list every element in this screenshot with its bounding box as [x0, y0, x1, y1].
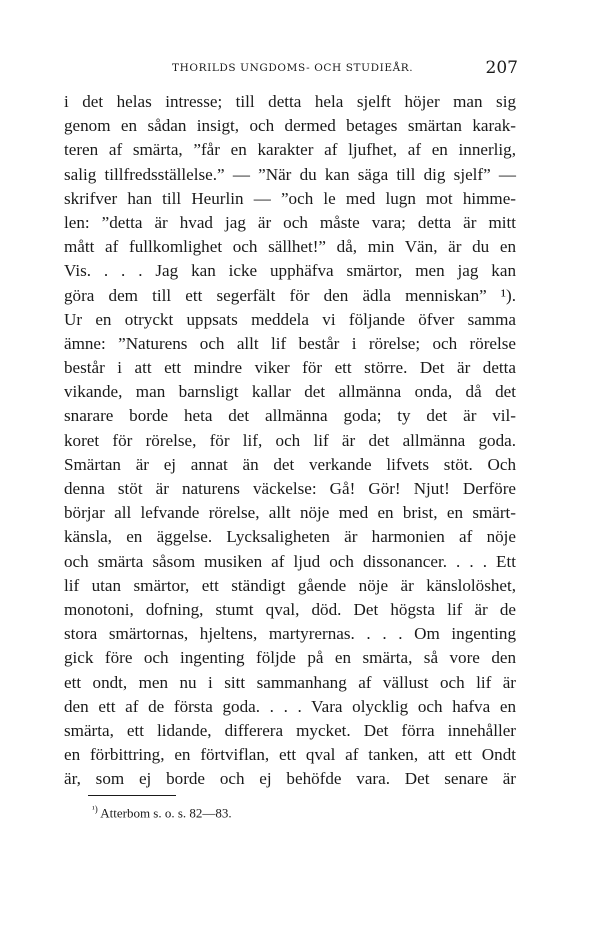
footnote: [92, 804, 232, 821]
text-line: koret för rörelse, för lif, och lif är det allmänna goda.: [64, 430, 516, 450]
text-line: är, som ej borde och ej behöfde vara. Det senare är: [64, 769, 516, 789]
text-line: teren af smärta, ”får en karakter af ljufhet, af en innerlig,: [64, 140, 516, 160]
page-number: 207: [485, 58, 518, 78]
text-line: stora smärtornas, hjeltens, martyrernas. . . . Om ingenting: [64, 624, 516, 644]
text-line: och smärta såsom musiken af ljud och dissonancer. . . . Ett: [64, 551, 516, 571]
running-header: [60, 58, 520, 80]
text-line: känsla, en äggelse. Lycksaligheten är harmonien af nöje: [64, 527, 516, 547]
text-line: en förbittring, en förtviflan, ett qval af tanken, att ett Ondt: [64, 745, 516, 765]
text-line: mått af fullkomlighet och sällhet!” då, min Vän, är du en: [64, 237, 516, 257]
text-line: ett ondt, men nu i sitt sammanhang af vällust och lif är: [64, 672, 516, 692]
footnote-text: Atterbom s. o. s. 82—83.: [97, 805, 232, 821]
running-title: THORILDS UNGDOMS- OCH STUDIEÅR.: [172, 62, 414, 74]
text-line: i det helas intresse; till detta hela sjelft höjer man sig: [64, 92, 516, 111]
text-line: genom en sådan insigt, och dermed betages smärtan karak-: [64, 116, 516, 136]
text-line: Ur en otryckt uppsats meddela vi följande öfver samma: [64, 309, 516, 329]
text-line: snarare borde heta det allmänna goda; ty det är vil-: [64, 406, 516, 426]
text-line: vikande, man barnsligt kallar det allmänna onda, då det: [64, 382, 516, 402]
body-text: [64, 90, 516, 791]
text-line: den ett af de första goda. . . . Vara olycklig och hafva en: [64, 696, 516, 716]
text-line: smärta, ett lidande, differera mycket. Det förra innehåller: [64, 720, 516, 740]
text-line: Vis. . . . Jag kan icke upphäfva smärtor, men jag kan: [64, 261, 516, 281]
text-line: denna stöt är naturens väckelse: Gå! Gör! Njut! Derföre: [64, 479, 516, 498]
text-line: ämne: ”Naturens och allt lif består i rörelse; och rörelse: [64, 333, 516, 353]
text-line: len: ”detta är hvad jag är och måste vara; detta är mitt: [64, 212, 516, 232]
text-line: salig tillfredsställelse.” — ”När du kan säga till dig sjelf” —: [64, 164, 516, 184]
footnote-rule: [88, 795, 176, 796]
text-line: monotoni, dofning, stumt qval, död. Det högsta lif är de: [64, 599, 516, 619]
text-line: består i att ett mindre viker för ett större. Det är detta: [64, 358, 516, 378]
text-line: göra dem till ett segerfält för den ädla menniskan” ¹).: [64, 285, 516, 305]
text-line: gick före och ingenting följde på en smärta, så vore den: [64, 648, 516, 668]
text-line: Smärtan är ej annat än det verkande lifvets stöt. Och: [64, 454, 516, 474]
footnote-marker: ¹): [92, 804, 98, 814]
text-line: börjar all lefvande rörelse, allt nöje med en brist, en smärt-: [64, 503, 516, 523]
text-line: skrifver han till Heurlin — ”och le med lugn mot himme-: [64, 188, 516, 208]
text-line: lif utan smärtor, ett ständigt gående nöje är känslolöshet,: [64, 575, 516, 595]
